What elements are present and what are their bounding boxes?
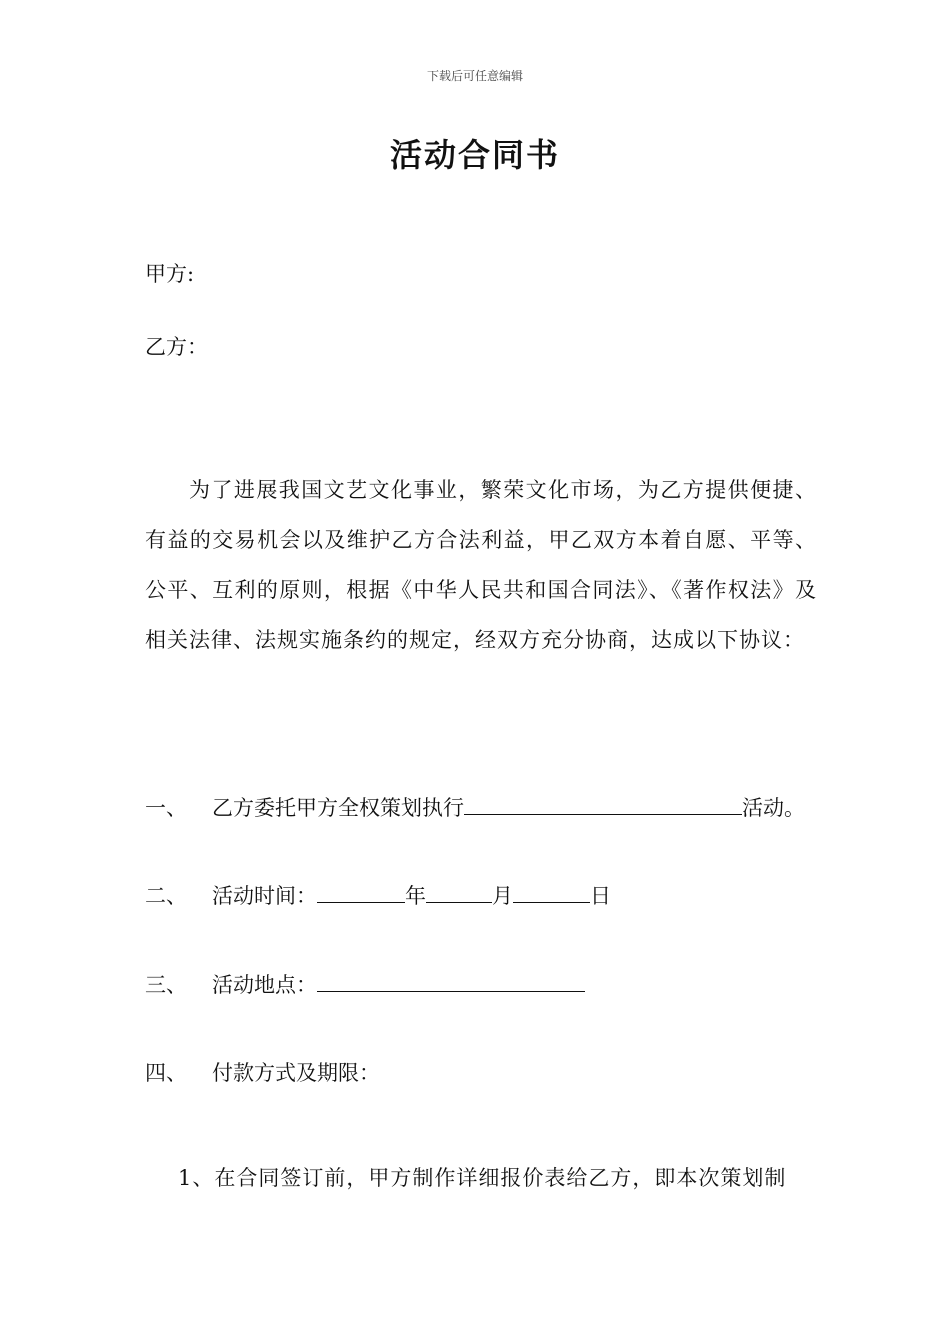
clause-text-suffix: 活动。	[742, 796, 805, 820]
clause-label: 活动地点：	[212, 973, 317, 997]
clause-label: 付款方式及期限：	[212, 1061, 380, 1085]
document-title: 活动合同书	[389, 136, 560, 174]
clause-number: 四、	[145, 1061, 187, 1085]
clause-2	[145, 880, 611, 910]
clause-4	[145, 1057, 380, 1087]
year-blank[interactable]	[317, 880, 405, 903]
intro-paragraph: 为了进展我国文艺文化事业，繁荣文化市场，为乙方提供便捷、有益的交易机会以及维护乙方合法利益，甲乙双方本着自愿、平等、公平、互利的原则，根据《中华人民共和国合同法》、《著作权法》及相关法律、法规实施条约的规定，经双方充分协商，达成以下协议：	[145, 478, 817, 652]
clause-1	[145, 792, 805, 822]
location-blank[interactable]	[317, 969, 585, 992]
day-label: 日	[590, 884, 611, 908]
clause-number: 二、	[145, 884, 187, 908]
sub-item-1: 1、在合同签订前，甲方制作详细报价表给乙方，即本次策划制	[178, 1166, 787, 1190]
clause-number: 一、	[145, 796, 187, 820]
party-b-label: 乙方：	[145, 335, 208, 359]
clause-label: 活动时间：	[212, 884, 317, 908]
clause-3	[145, 969, 585, 999]
header-note: 下载后可任意编辑	[426, 69, 523, 83]
clause-number: 三、	[145, 973, 187, 997]
clause-text: 乙方委托甲方全权策划执行	[212, 796, 464, 820]
month-label: 月	[492, 884, 513, 908]
month-blank[interactable]	[426, 880, 492, 903]
party-a-label: 甲方:	[145, 262, 195, 286]
activity-name-blank[interactable]	[464, 792, 742, 815]
day-blank[interactable]	[513, 880, 590, 903]
year-label: 年	[405, 884, 426, 908]
